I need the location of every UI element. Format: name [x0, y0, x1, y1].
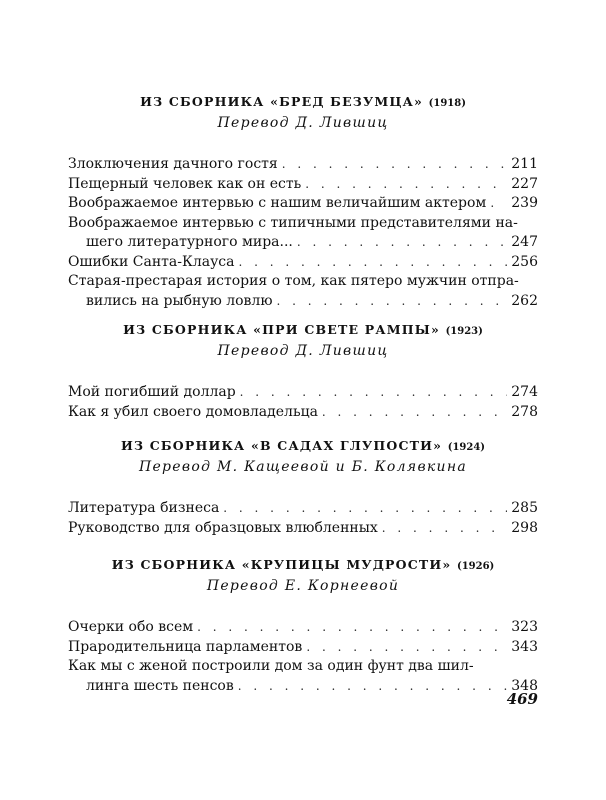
toc-entry [68, 519, 538, 539]
entry-title: Мой погибший доллар [68, 384, 236, 400]
toc-entries [68, 155, 538, 311]
entry-page: 262 [511, 292, 538, 309]
toc-entry [68, 383, 538, 403]
leader-dots [306, 638, 507, 658]
entry-title-first-line: Воображаемое интервью с типичными представителями на- [68, 214, 518, 231]
entry-title: Руководство для образцовых влюбленных [68, 519, 378, 536]
toc-entry [68, 618, 538, 638]
section-title: ИЗ СБОРНИКА «В САДАХ ГЛУПОСТИ» (1924) [120, 438, 486, 453]
leader-dots [240, 383, 508, 403]
toc-entries [68, 499, 538, 538]
toc-page [68, 0, 538, 800]
entry-page: 343 [511, 638, 538, 655]
toc-entry [68, 499, 538, 519]
toc-entry [68, 403, 538, 423]
toc-entries [68, 618, 538, 696]
entry-title: Прародительница парламентов [68, 638, 303, 655]
toc-section [68, 322, 538, 422]
toc-entry [68, 175, 538, 195]
leader-dots [239, 253, 508, 273]
entry-title: Литература бизнеса [68, 500, 220, 516]
entry-title-first-line: Старая-престарая история о том, как пятеро мужчин отпра- [68, 273, 519, 289]
entry-page: 227 [511, 175, 538, 192]
entry-page: 239 [511, 195, 538, 211]
entry-title: Воображаемое интервью с нашим величайшим актером [68, 195, 487, 211]
leader-dots [197, 618, 507, 638]
leader-dots [490, 194, 507, 214]
leader-dots [282, 155, 508, 175]
entry-page: 274 [511, 384, 538, 400]
section-translator: Перевод М. Кащеевой и Б. Колявкина [138, 459, 468, 475]
entry-page: 256 [511, 253, 538, 270]
toc-section [68, 438, 538, 538]
section-year: (1923) [445, 326, 483, 337]
leader-dots [277, 292, 508, 312]
section-translator: Перевод Д. Лившиц [217, 115, 389, 131]
entry-page: 323 [511, 619, 538, 635]
leader-dots [382, 519, 507, 539]
entry-title-first-line: Как мы с женой построили дом за один фунт два шил- [68, 658, 474, 674]
section-translator: Перевод Е. Корнеевой [206, 578, 400, 594]
leader-dots [297, 233, 507, 253]
toc-entries [68, 383, 538, 422]
section-title: ИЗ СБОРНИКА «БРЕД БЕЗУМЦА» (1918) [140, 94, 466, 109]
leader-dots [238, 677, 508, 697]
entry-page: 211 [511, 156, 538, 172]
entry-title: Злоключения дачного гостя [68, 156, 278, 172]
section-year: (1918) [428, 98, 466, 109]
toc-entry [68, 657, 538, 696]
entry-title: Ошибки Санта-Клауса [68, 253, 235, 270]
toc-section [68, 94, 538, 311]
entry-page: 348 [511, 677, 538, 694]
leader-dots [223, 499, 507, 519]
entry-title: Пещерный человек как он есть [68, 175, 302, 192]
page-number: 469 [506, 690, 538, 708]
section-title: ИЗ СБОРНИКА «КРУПИЦЫ МУДРОСТИ» (1926) [111, 557, 495, 572]
entry-page: 278 [511, 403, 538, 420]
toc-entry [68, 272, 538, 311]
entry-title: линга шесть пенсов [86, 677, 234, 694]
toc-entry [68, 155, 538, 175]
section-title: ИЗ СБОРНИКА «ПРИ СВЕТЕ РАМПЫ» (1923) [123, 322, 483, 337]
toc-section [68, 557, 538, 696]
entry-page: 247 [511, 234, 538, 250]
section-year: (1926) [456, 561, 495, 572]
entry-title: шего литературного мира... [86, 234, 293, 250]
entry-title: Как я убил своего домовладельца [68, 403, 318, 420]
leader-dots [322, 403, 507, 423]
entry-page: 285 [511, 500, 538, 516]
toc-entry [68, 253, 538, 273]
entry-page: 298 [511, 519, 538, 536]
toc-entry [68, 638, 538, 658]
section-translator: Перевод Д. Лившиц [217, 343, 389, 359]
entry-title: Очерки обо всем [68, 619, 194, 635]
toc-entry [68, 194, 538, 214]
toc-entry [68, 214, 538, 253]
entry-title: вились на рыбную ловлю [86, 292, 273, 309]
section-year: (1924) [447, 442, 486, 453]
leader-dots [305, 175, 507, 195]
